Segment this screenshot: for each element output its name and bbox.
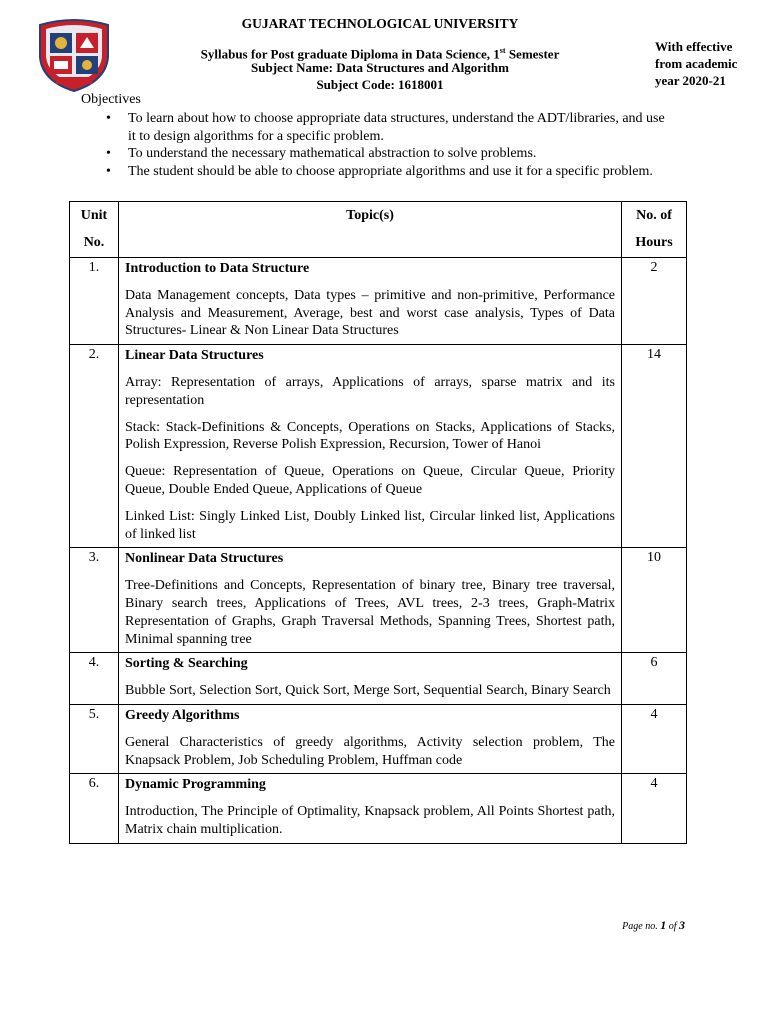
topic-description: Bubble Sort, Selection Sort, Quick Sort, Merge Sort, Sequential Search, Binary Search — [125, 683, 611, 699]
topic-cell — [119, 704, 622, 773]
hours-column-header: No. of Hours — [622, 202, 687, 258]
table-row — [70, 774, 687, 843]
subject-code: Subject Code: 1618001 — [316, 77, 444, 92]
topic-cell — [119, 345, 622, 548]
hours-value: 10 — [622, 548, 687, 653]
hours-value: 4 — [622, 704, 687, 773]
objectives-list — [106, 110, 666, 180]
table-header-row — [70, 202, 687, 258]
topic-description: Tree-Definitions and Concepts, Representation of binary tree, Binary tree traversal, Binary search trees, Applications of Trees, AVL trees, 2-3 trees, Graph-Matrix Representation of Graphs, Graph Traversal Methods, Spanning Trees, Shortest path, Minimal spanning tree — [125, 578, 615, 647]
objective-item: • The student should be able to choose appropriate algorithms and use it for a specific problem. — [106, 163, 653, 179]
topic-title: Nonlinear Data Structures — [125, 551, 284, 567]
topic-description: Linked List: Singly Linked List, Doubly Linked list, Circular linked list, Applications of linked list — [125, 508, 615, 542]
topic-title: Greedy Algorithms — [125, 707, 240, 723]
unit-number: 3. — [70, 548, 119, 653]
hours-value: 14 — [622, 345, 687, 548]
objective-item: • To understand the necessary mathematical abstraction to solve problems. — [106, 146, 537, 161]
page-number: Page no. 1 of 3 — [622, 918, 685, 932]
unit-number: 6. — [70, 774, 119, 843]
hours-value: 4 — [622, 774, 687, 843]
objectives-title: Objectives — [81, 92, 141, 107]
effective-year-note: With effective from academic year 2020-21 — [655, 39, 738, 88]
topic-cell — [119, 653, 622, 705]
syllabus-table — [69, 201, 687, 844]
table-row — [70, 258, 687, 345]
topic-title: Sorting & Searching — [125, 656, 248, 672]
hours-value: 6 — [622, 653, 687, 705]
syllabus-title: Syllabus for Post graduate Diploma in Data Science, 1st Semester — [200, 46, 560, 62]
objective-item: • To learn about how to choose appropriate data structures, understand the ADT/libraries, and use it to design algorithms for a specific problem. — [106, 111, 665, 144]
hours-value: 2 — [622, 258, 687, 345]
university-logo — [36, 17, 112, 93]
table-row — [70, 548, 687, 653]
table-row — [70, 653, 687, 705]
topic-cell — [119, 548, 622, 653]
table-row — [70, 704, 687, 773]
topic-cell — [119, 258, 622, 345]
topic-title: Dynamic Programming — [125, 777, 266, 793]
topic-description: Introduction, The Principle of Optimality, Knapsack problem, All Points Shortest path, Matrix chain multiplication. — [125, 804, 615, 837]
topic-description: Stack: Stack-Definitions & Concepts, Operations on Stacks, Applications of Stacks, Polish Expression, Reverse Polish Expression, Recursion, Tower of Hanoi — [125, 419, 615, 453]
topics-column-header: Topic(s) — [119, 202, 622, 258]
unit-number: 2. — [70, 345, 119, 548]
unit-number: 5. — [70, 704, 119, 773]
topic-cell — [119, 774, 622, 843]
topic-description: Array: Representation of arrays, Applications of arrays, sparse matrix and its representation — [125, 374, 615, 408]
topic-title: Introduction to Data Structure — [125, 261, 310, 276]
table-row — [70, 345, 687, 548]
unit-number: 1. — [70, 258, 119, 345]
topic-description: Data Management concepts, Data types – primitive and non-primitive, Performance Analysis and Measurement, Average, best and worst case analysis, Types of Data Structures- Linear & Non Linear Data Structures — [125, 287, 615, 339]
university-name: GUJARAT TECHNOLOGICAL UNIVERSITY — [241, 16, 519, 31]
unit-number: 4. — [70, 653, 119, 705]
topic-title: Linear Data Structures — [125, 348, 264, 364]
subject-name: Subject Name: Data Structures and Algorithm — [251, 60, 509, 75]
unit-column-header: Unit No. — [70, 202, 119, 258]
topic-description: Queue: Representation of Queue, Operations on Queue, Circular Queue, Priority Queue, Double Ended Queue, Applications of Queue — [125, 464, 615, 497]
topic-description: General Characteristics of greedy algorithms, Activity selection problem, The Knapsack Problem, Job Scheduling Problem, Huffman code — [125, 734, 615, 768]
